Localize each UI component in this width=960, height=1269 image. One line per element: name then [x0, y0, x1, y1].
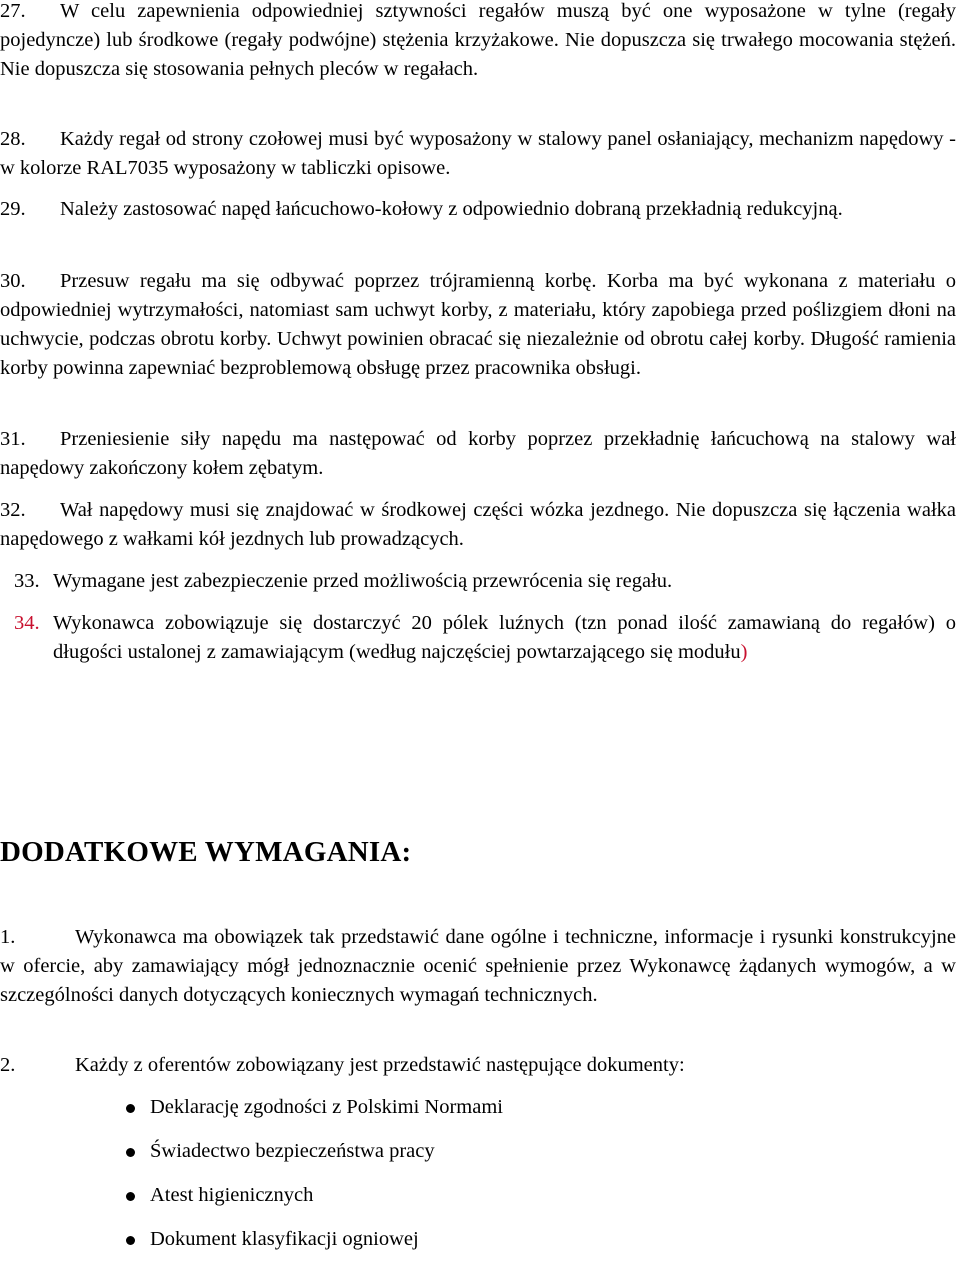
requirement-2 — [0, 1051, 956, 1080]
requirement-text: Wykonawca ma obowiązek tak przedstawić dane ogólne i techniczne, informacje i rysunki konstrukcyjne w ofercie, aby zamawiający mógł jednoznacznie ocenić spełnienie przez Wykonawcę żądanych wymogów, a w szczególności danych dotyczących koniecznych wymagań technicznych. — [0, 926, 956, 1006]
section-heading: DODATKOWE WYMAGANIA: — [0, 836, 412, 868]
bullet-icon — [126, 1148, 135, 1157]
item-number: 28. — [0, 128, 26, 150]
requirement-number: 1. — [0, 926, 16, 948]
item-number: 27. — [0, 0, 26, 22]
item-27 — [0, 0, 956, 84]
document-label: Deklarację zgodności z Polskimi Normami — [150, 1096, 503, 1118]
item-34 — [0, 609, 956, 667]
item-33 — [0, 567, 956, 596]
item-number: 29. — [0, 198, 26, 220]
bullet-icon — [126, 1104, 135, 1113]
item-29 — [0, 195, 956, 224]
item-text: Wymagane jest zabezpieczenie przed możliwością przewrócenia się regału. — [53, 570, 673, 592]
requirement-1 — [0, 923, 956, 1010]
item-number: 34. — [14, 612, 40, 634]
item-text: Przeniesienie siły napędu ma następować od korby poprzez przekładnię łańcuchową na stalowy wał napędowy zakończony kołem zębatym. — [0, 428, 956, 479]
item-text: Każdy regał od strony czołowej musi być wyposażony w stalowy panel osłaniający, mechanizm napędowy - w kolorze RAL7035 wyposażony w tabliczki opisowe. — [0, 128, 956, 179]
item-31 — [0, 425, 956, 483]
item-number: 32. — [0, 499, 26, 521]
requirement-text: Każdy z oferentów zobowiązany jest przedstawić następujące dokumenty: — [75, 1054, 685, 1076]
item-text-wrapper — [53, 609, 956, 667]
item-text: Należy zastosować napęd łańcuchowo-kołowy z odpowiednio dobraną przekładnią redukcyjną. — [60, 198, 843, 220]
item-text: W celu zapewnienia odpowiedniej sztywności regałów muszą być one wyposażone w tylne (regały pojedyncze) lub środkowe (regały podwójne) stężenia krzyżakowe. Nie dopuszcza się trwałego mocowania stężeń. Nie dopuszcza się stosowania pełnych pleców w regałach. — [0, 0, 956, 80]
document-label: Świadectwo bezpieczeństwa pracy — [150, 1140, 435, 1162]
item-text: Wykonawca zobowiązuje się dostarczyć 20 pólek luźnych (tzn ponad ilość zamawianą do regałów) o długości ustalonej z zamawiającym (według najczęściej powtarzającego się modułu — [53, 612, 956, 663]
item-text: Przesuw regału ma się odbywać poprzez trójramienną korbę. Korba ma być wykonana z materiału o odpowiedniej wytrzymałości, natomiast sam uchwyt korby, z materiału, który zapobiega przed poślizgiem dłoni na uchwycie, podczas obrotu korby. Uchwyt powinien obracać się niezależnie od obrotu całej korby. Długość ramienia korby powinna zapewniać bezproblemową obsługę przez pracownika obsługi. — [0, 270, 956, 379]
item-30 — [0, 267, 956, 383]
bullet-icon — [126, 1236, 135, 1245]
requirement-number: 2. — [0, 1054, 16, 1076]
item-number: 31. — [0, 428, 26, 450]
closing-parenthesis: ) — [740, 641, 748, 663]
item-number: 30. — [0, 270, 26, 292]
item-text: Wał napędowy musi się znajdować w środkowej części wózka jezdnego. Nie dopuszcza się łączenia wałka napędowego z wałkami kół jezdnych lub prowadzących. — [0, 499, 956, 550]
item-28 — [0, 125, 956, 183]
document-label: Dokument klasyfikacji ogniowej — [150, 1228, 419, 1250]
item-32 — [0, 496, 956, 554]
bullet-icon — [126, 1192, 135, 1201]
item-number: 33. — [14, 570, 40, 592]
document-label: Atest higienicznych — [150, 1184, 314, 1206]
